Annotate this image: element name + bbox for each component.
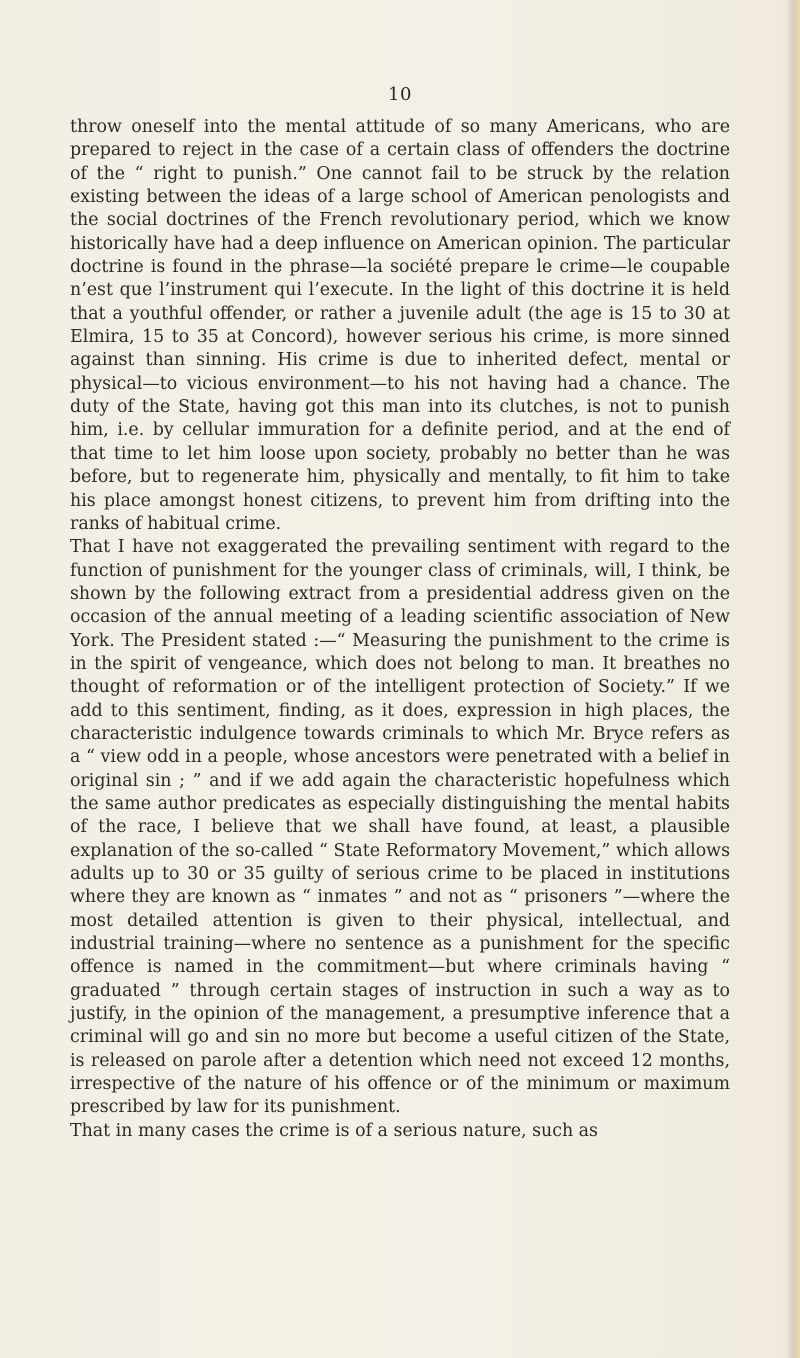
page-number: 10 bbox=[388, 84, 412, 105]
paragraph-1: throw oneself into the mental attitude of so many Americans, who are prepared to reject in the case of a certain class of offenders the doctrine of the “ right to punish.” One cannot fail to be struck by the relation existing between the ideas of a large school of American penologists and the social doctrines of the French revolutionary period, which we know historically have had a deep influence on American opinion. The particular doctrine is found in the phrase—la société prepare le crime—le coupable n’est que l’instrument qui l’execute. In the light of this doctrine it is held that a youthful offender, or rather a juvenile adult (the age is 15 to 30 at Elmira, 15 to 35 at Concord), however serious his crime, is more sinned against than sinning. His crime is due to inherited defect, mental or physical—to vicious environment—to his not having had a chance. The duty of the State, having got this man into its clutches, is not to punish him, i.e. by cellular immuration for a definite period, and at the end of that time to let him loose upon society, probably no better than he was before, but to regenerate him, physically and mentally, to fit him to take his place amongst honest citizens, to prevent him from drifting into the ranks of habitual crime. bbox=[70, 117, 731, 534]
paragraph-2: That I have not exaggerated the prevailing sentiment with regard to the function of punishment for the younger class of criminals, will, I think, be shown by the following extract from a presidential address given on the occasion of the annual meeting of a leading scientific association of New York. The President stated :—“ Measuring the punishment to the crime is in the spirit of vengeance, which does not belong to man. It breathes no thought of reformation or of the intelligent protection of Society.” If we add to this sentiment, finding, as it does, expression in high places, the characteristic indulgence towards criminals to which Mr. Bryce refers as a “ view odd in a people, whose ancestors were penetrated with a belief in original sin ; ” and if we add again the characteristic hopefulness which the same author predicates as especially distinguishing the mental habits of the race, I believe that we shall have found, at least, a plausible explanation of the so-called “ State Reformatory Movement,” which allows adults up to 30 or 35 guilty of serious crime to be placed in institutions where they are known as “ inmates ” and not as “ prisoners ”—where the most detailed attention is given to their physical, intellectual, and industrial training—where no sentence as a punishment for the specific offence is named in the commitment—but where criminals having “ graduated ” through certain stages of instruction in such a way as to justify, in the opinion of the management, a presumptive inference that a criminal will go and sin no more but become a useful citizen of the State, is released on parole after a detention which need not exceed 12 months, irrespective of the nature of his offence or of the minimum or maximum prescribed by law for its punishment. bbox=[70, 537, 730, 1118]
page-edge-shadow bbox=[786, 0, 800, 1358]
paragraph-3: That in many cases the crime is of a serious nature, such as bbox=[70, 1120, 598, 1141]
body-text bbox=[70, 116, 730, 1143]
